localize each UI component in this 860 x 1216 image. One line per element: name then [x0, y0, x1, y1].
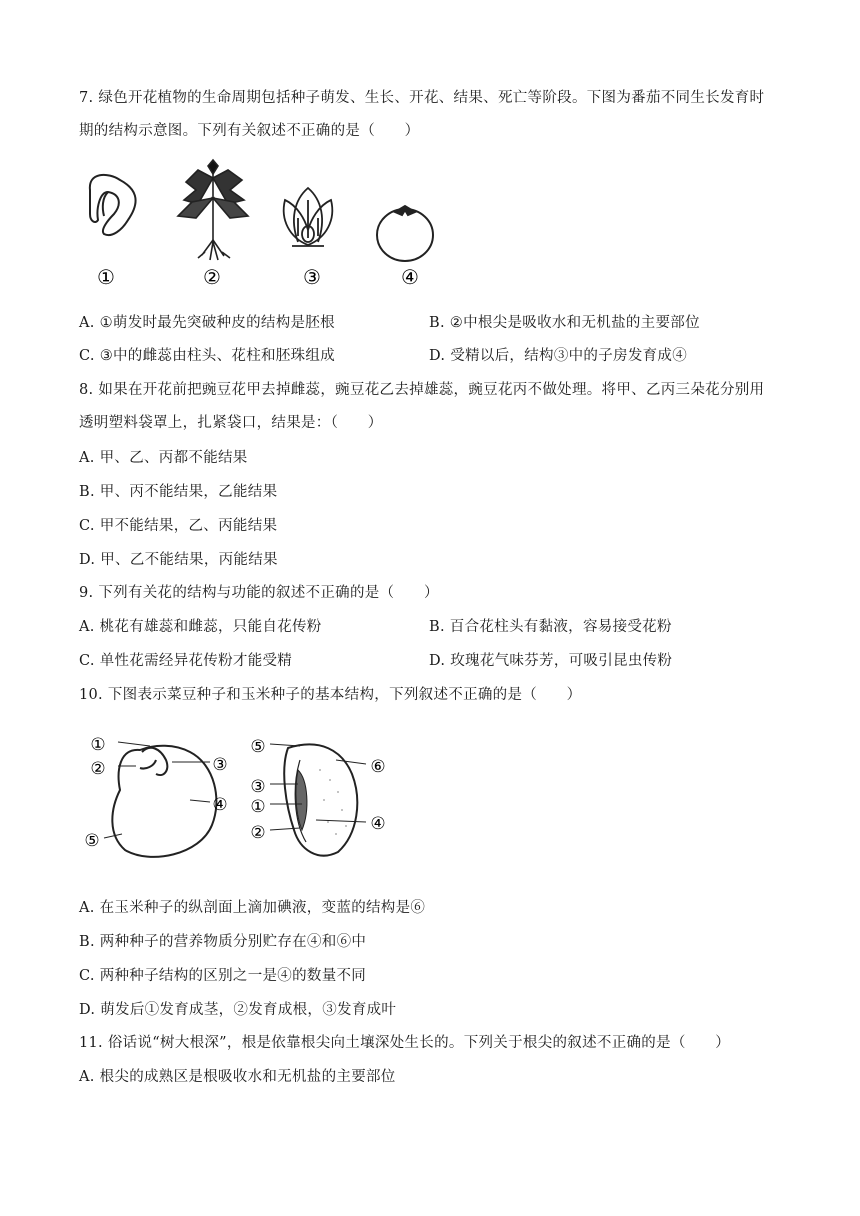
bean-label-2: ②	[90, 759, 106, 779]
q8-option-a: A. 甲、乙、丙都不能结果	[79, 450, 248, 466]
q7-stem-line1: 7. 绿色开花植物的生命周期包括种子萌发、生长、开花、结果、死亡等阶段。下图为番茄不同生长发育时	[79, 90, 765, 106]
q7-option-a: A. ①萌发时最先突破种皮的结构是胚根	[79, 315, 335, 331]
q11-option-a: A. 根尖的成熟区是根吸收水和无机盐的主要部位	[79, 1069, 396, 1085]
corn-label-5: ⑤	[250, 737, 266, 757]
q9-option-a: A. 桃花有雄蕊和雌蕊，只能自花传粉	[79, 619, 322, 635]
q8-option-c: C. 甲不能结果，乙、丙能结果	[79, 518, 278, 534]
bean-label-4: ④	[212, 795, 228, 815]
q7-figure-label-4: ④	[401, 265, 419, 289]
q7-figure-label-3: ③	[303, 265, 321, 289]
corn-label-1: ①	[250, 797, 266, 817]
q9-option-c: C. 单性花需经异花传粉才能受精	[79, 653, 293, 669]
q10-stem: 10. 下图表示菜豆种子和玉米种子的基本结构，下列叙述不正确的是（ ）	[79, 687, 582, 703]
plant-drawing	[178, 160, 248, 260]
corn-label-2: ②	[250, 823, 266, 843]
q7-figure-label-1: ①	[97, 265, 115, 289]
flower-drawing	[284, 188, 333, 246]
bean-label-5: ⑤	[84, 831, 100, 851]
q10-seed-figure	[80, 730, 410, 860]
seed-drawing	[90, 175, 136, 235]
q7-stem-line2: 期的结构示意图。下列有关叙述不正确的是（ ）	[79, 123, 420, 139]
corn-label-6: ⑥	[370, 757, 386, 777]
q9-option-b: B. 百合花柱头有黏液，容易接受花粉	[429, 619, 672, 635]
tomato-drawing	[377, 206, 433, 261]
q7-option-c: C. ③中的雌蕊由柱头、花柱和胚珠组成	[79, 348, 335, 364]
bean-label-3: ③	[212, 755, 228, 775]
q8-stem-line2: 透明塑料袋罩上，扎紧袋口，结果是：（ ）	[79, 415, 383, 431]
corn-label-3: ③	[250, 777, 266, 797]
bean-label-1: ①	[90, 735, 106, 755]
corn-label-4: ④	[370, 814, 386, 834]
q7-option-d: D. 受精以后，结构③中的子房发育成④	[429, 348, 688, 364]
q11-stem: 11. 俗话说“树大根深”，根是依靠根尖向土壤深处生长的。下列关于根尖的叙述不正确的是（ ）	[79, 1035, 731, 1051]
q9-option-d: D. 玫瑰花气味芬芳，可吸引昆虫传粉	[429, 653, 673, 669]
q10-option-d: D. 萌发后①发育成茎，②发育成根，③发育成叶	[79, 1002, 397, 1018]
q7-option-b: B. ②中根尖是吸收水和无机盐的主要部位	[429, 315, 700, 331]
q8-stem-line1: 8. 如果在开花前把豌豆花甲去掉雌蕊，豌豆花乙去掉雄蕊，豌豆花丙不做处理。将甲、乙丙三朵花分别用	[79, 382, 765, 398]
q7-figure-label-2: ②	[203, 265, 221, 289]
q8-option-d: D. 甲、乙不能结果，丙能结果	[79, 552, 278, 568]
q10-option-b: B. 两种种子的营养物质分别贮存在④和⑥中	[79, 934, 367, 950]
q7-tomato-figure	[80, 160, 450, 290]
q9-stem: 9. 下列有关花的结构与功能的叙述不正确的是（ ）	[79, 585, 439, 601]
q10-option-c: C. 两种种子结构的区别之一是④的数量不同	[79, 968, 367, 984]
q8-option-b: B. 甲、丙不能结果，乙能结果	[79, 484, 278, 500]
q10-option-a: A. 在玉米种子的纵剖面上滴加碘液，变蓝的结构是⑥	[79, 900, 426, 916]
